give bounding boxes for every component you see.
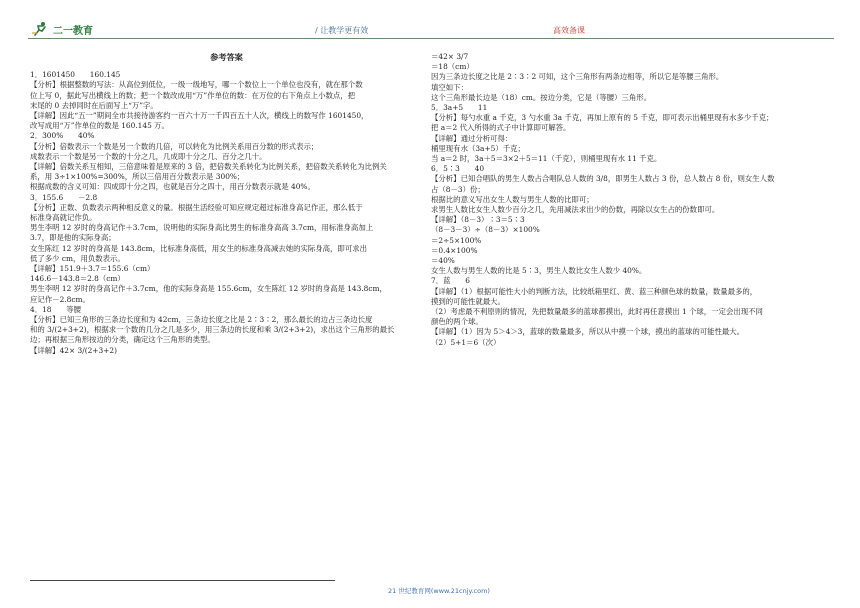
- right-text-line: 7．蓝 6: [431, 276, 470, 286]
- left-text-line: 低了多少 cm，用负数表示。: [30, 253, 125, 263]
- right-text-line: 这个三角形最长边是（18）cm。按边分类，它是（等腰）三角形。: [431, 92, 652, 102]
- right-text-line: ＝40%: [431, 256, 455, 266]
- header-rule: [28, 38, 834, 39]
- left-text-line: 末尾的 0 去掉同时在后面写上“万”字。: [30, 100, 158, 110]
- right-text-line: ＝0.4×100%: [431, 245, 478, 255]
- left-text-line: 边；再根据三角形按边的分类，确定这个三角形的类型。: [30, 335, 215, 345]
- left-text-line: 成数表示一个数是另一个数的十分之几，几成即十分之几、百分之几十。: [30, 151, 267, 161]
- left-text-line: 男生李明 12 岁时的身高记作＋3.7cm，他的实际身高是 155.6cm，女生陈红 12 岁时的身高是 143.8cm，: [30, 284, 387, 294]
- right-column: [431, 52, 833, 348]
- footer-url: 21 世纪教育网(www.21cnjy.com): [388, 587, 490, 595]
- header-slogan: / 让教学更有效: [315, 26, 369, 35]
- left-text-line: 【详解】倍数关系互相知，三倍意味着是原来的 3 倍，把倍数关系转化为比例关系，把倍数关系转化为比例关: [30, 162, 387, 172]
- left-text-line: 2．300% 40%: [30, 131, 95, 141]
- left-text-line: 1．1601450 160.145: [30, 70, 121, 80]
- right-text-line: 【分析】已知合唱队的男生人数占合唱队总人数的 3/8，即男生人数占 3 份，总人数占 8 份，则女生人数: [431, 174, 775, 184]
- left-text-line: 【分析】正数、负数表示两种相反意义的量。根据生活经验可知应规定超过标准身高记作正，那么低于: [30, 202, 363, 212]
- right-text-line: 6．5∶3 40: [431, 164, 485, 174]
- right-text-line: 摸到的可能性就最大。: [431, 296, 505, 306]
- right-text-line: 5．3a+5 11: [431, 103, 488, 113]
- right-text-line: （2）5+1＝6（次）: [431, 337, 501, 347]
- right-text-line: 求男生人数比女生人数少百分之几，先用减法求出少的份数，再除以女生占的份数即可。: [431, 205, 720, 215]
- right-text-line: 把 a＝2 代入所得的式子中计算即可解答。: [431, 123, 571, 133]
- left-column: [30, 52, 423, 356]
- right-text-line: 填空如下：: [431, 82, 468, 92]
- logo-text: 二一教育: [53, 25, 93, 37]
- left-text-line: 女生陈红 12 岁时的身高是 143.8cm，比标准身高低，用女生的标准身高减去她的实际身高，即可求出: [30, 243, 367, 253]
- right-text-line: ＝2÷5×100%: [431, 235, 482, 245]
- left-text-line: 3.7，即是他的实际身高；: [30, 233, 116, 243]
- right-text-line: 【详解】（1）根据可能性大小的判断方法，比较纸箱里红、黄、蓝三种颜色球的数量，数量最多的，: [431, 286, 758, 296]
- left-text-line: 位上写 0，据此写出横线上的数；把一个数改成用“万”作单位的数：在万位的右下角点上小数点，把: [30, 90, 356, 100]
- header-brand: 高效备课: [553, 26, 585, 35]
- footer-rule: [30, 580, 335, 581]
- right-text-line: （8－3－3）÷（8－3）×100%: [431, 225, 540, 235]
- left-text-line: 【详解】151.9＋3.7＝155.6（cm）: [30, 264, 155, 274]
- left-text-line: 【详解】因此“五一”期间全市共接待游客约一百六十万一千四百五十人次，横线上的数写作 1601450，: [30, 111, 369, 121]
- right-text-line: 【详解】（8－3）∶3＝5∶3: [431, 215, 525, 225]
- right-text-line: 当 a＝2 时，3a＋5＝3×2＋5＝11（千克），则桶里现有水 11 千克。: [431, 154, 662, 164]
- right-text-line: ＝42× 3/7: [431, 52, 469, 61]
- runner-logo-icon: [30, 21, 50, 37]
- right-text-line: 女生人数与男生人数的比是 5∶3，男生人数比女生人数少 40%。: [431, 266, 647, 276]
- logo: [30, 20, 93, 38]
- right-text-line: 【详解】通过分析可得：: [431, 133, 513, 143]
- left-text-line: 标准身高就记作负。: [30, 213, 97, 223]
- left-text-line: 和的 3/(2+3+2)，根据求一个数的几分之几是多少，用三条边的长度和乘 3/(2+3+2)，求出这个三角形的最长: [30, 325, 395, 335]
- left-text-line: 4．18 等腰: [30, 304, 82, 314]
- right-text-line: ＝18（cm）: [431, 62, 474, 72]
- right-text-line: 因为三条边长度之比是 2∶3∶2 可知，这个三角形有两条边相等，所以它是等腰三角形。: [431, 72, 724, 82]
- left-text-line: 根据成数的含义可知：四成即十分之四，也就是百分之四十，用百分数表示就是 40%。: [30, 182, 315, 192]
- right-text-line: 占（8－3）份；: [431, 184, 485, 194]
- right-text-line: 桶里现有水（3a+5）千克；: [431, 143, 525, 153]
- left-text-line: 系，用 3÷1×100%=300%，所以三倍用百分数表示是 300%；: [30, 172, 245, 182]
- left-text-line: 146.6－143.8＝2.8（cm）: [30, 274, 125, 284]
- right-text-line: 根据比的意义写出女生人数与男生人数的比即可；: [431, 194, 594, 204]
- left-text-line: 应记作－2.8cm。: [30, 294, 90, 304]
- page-title: 参考答案: [210, 52, 243, 62]
- right-text-line: 颜色的两个球。: [431, 317, 483, 327]
- left-text-line: 【分析】已知三角形的三条边长度和为 42cm，三条边长度之比是 2∶3∶2，那么最长的边占三条边长度: [30, 315, 373, 325]
- right-text-line: （2）考虑最不利原则的情况，先把数量最多的蓝球都摸出，此时再任意摸出 1 个球，一定会出现不同: [431, 307, 763, 317]
- left-text-line: 【分析】根据整数的写法：从高位到低位，一级一级地写，哪一个数位上一个单位也没有，就在那个数: [30, 80, 363, 90]
- left-text-line: 改写成用“万”作单位的数是 160.145 万。: [30, 121, 169, 131]
- right-text-line: 【分析】每勺水重 a 千克，3 勺水重 3a 千克，再加上原有的 5 千克，即可表示出桶里现有水多少千克；: [431, 113, 774, 123]
- right-text-line: 【详解】（1）因为 5＞4＞3，蓝球的数量最多，所以从中摸一个球，摸出的蓝球的可能性最大。: [431, 327, 745, 337]
- left-text-line: 男生李明 12 岁时的身高记作＋3.7cm，说明他的实际身高比男生的标准身高高 3.7cm，用标准身高加上: [30, 223, 374, 233]
- left-text-line: 【分析】倍数表示一个数是另一个数的几倍，可以转化为比例关系用百分数的形式表示；: [30, 141, 319, 151]
- left-text-line: 3．155.6 －2.8: [30, 192, 98, 202]
- left-text-line: 【详解】42× 3/(2+3+2): [30, 345, 117, 355]
